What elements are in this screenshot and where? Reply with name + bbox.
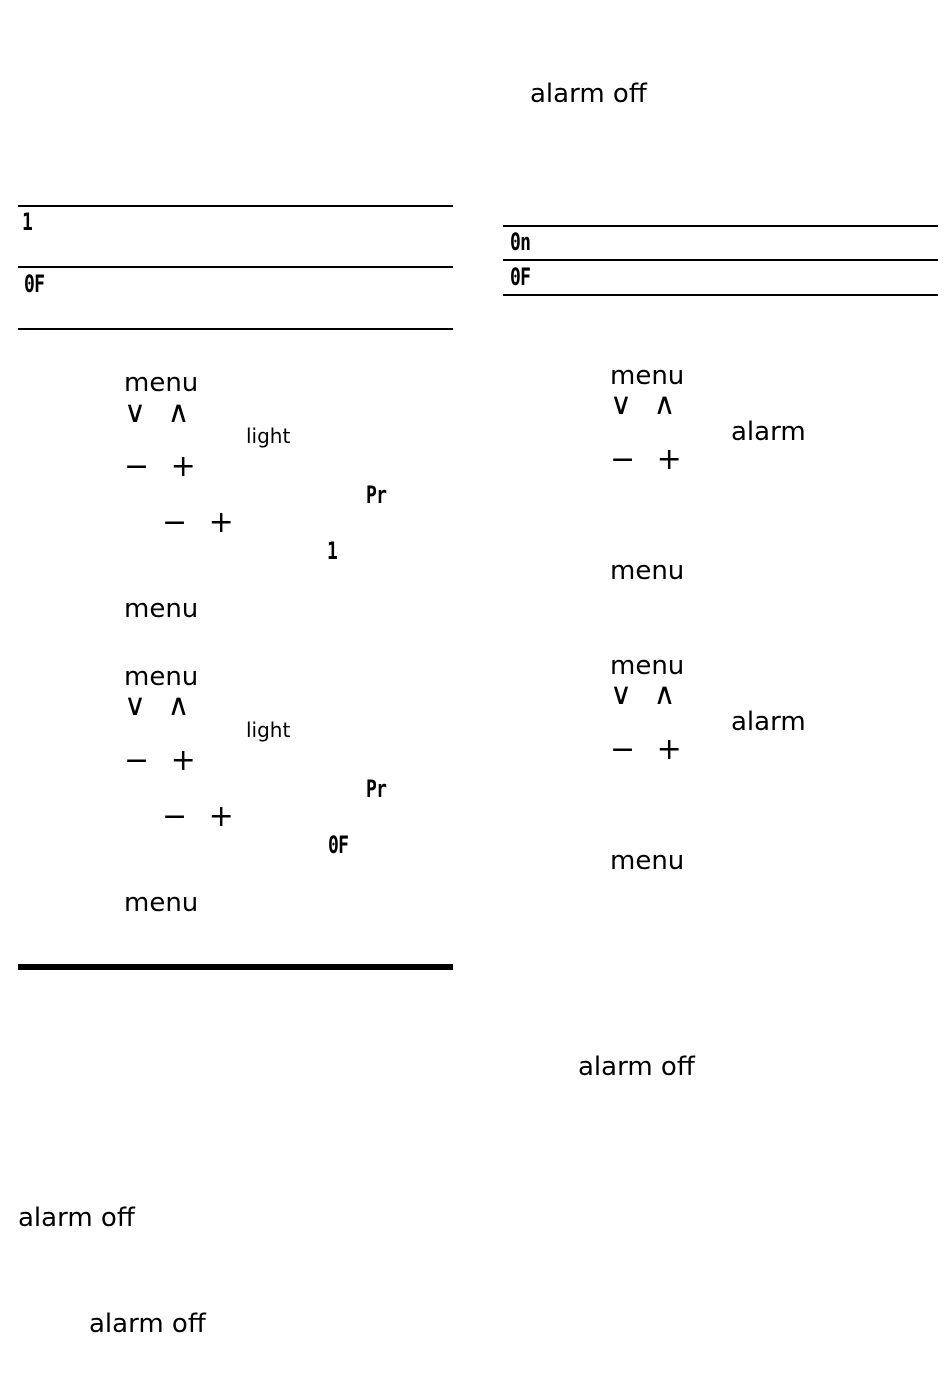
menu-button-label: menu: [124, 594, 199, 624]
menu-button-label: menu: [610, 846, 685, 876]
menu-button-label: menu: [610, 651, 685, 681]
minus-plus-icon: − +: [124, 449, 202, 484]
alarm-off-button-label: alarm off: [18, 1203, 135, 1233]
minus-plus-icon: − +: [162, 505, 240, 540]
display-code-off: 0F: [328, 831, 349, 859]
down-up-arrows-icon: ∨ ∧: [124, 688, 196, 723]
alarm-label: alarm: [731, 417, 806, 447]
minus-plus-icon: − +: [124, 743, 202, 778]
alarm-off-button-label: alarm off: [578, 1052, 695, 1082]
alarm-label: alarm: [731, 707, 806, 737]
menu-button-label: menu: [610, 361, 685, 391]
menu-button-label: menu: [610, 556, 685, 586]
display-code-pr: Pr: [366, 481, 387, 509]
menu-button-label: menu: [124, 368, 199, 398]
display-code-off: 0F: [510, 263, 531, 291]
table-rule-bottom: [503, 294, 938, 296]
table-rule: [503, 259, 938, 261]
display-code-pr: Pr: [366, 775, 387, 803]
display-code-off: 0F: [24, 270, 45, 298]
menu-button-label: menu: [124, 888, 199, 918]
menu-button-label: menu: [124, 662, 199, 692]
light-label: light: [246, 718, 291, 742]
display-code-1: 1: [327, 537, 338, 565]
alarm-off-button-label: alarm off: [530, 79, 647, 109]
light-label: light: [246, 424, 291, 448]
table-rule: [18, 266, 453, 268]
minus-plus-icon: − +: [162, 799, 240, 834]
down-up-arrows-icon: ∨ ∧: [610, 677, 682, 712]
display-code-1: 1: [22, 208, 33, 236]
table-rule-bottom: [18, 328, 453, 330]
down-up-arrows-icon: ∨ ∧: [124, 395, 196, 430]
table-rule-top: [18, 205, 453, 207]
minus-plus-icon: − +: [610, 442, 688, 477]
section-divider: [18, 964, 453, 970]
alarm-off-button-label: alarm off: [89, 1309, 206, 1339]
display-code-on: 0n: [510, 228, 531, 256]
down-up-arrows-icon: ∨ ∧: [610, 387, 682, 422]
table-rule-top: [503, 225, 938, 227]
minus-plus-icon: − +: [610, 732, 688, 767]
